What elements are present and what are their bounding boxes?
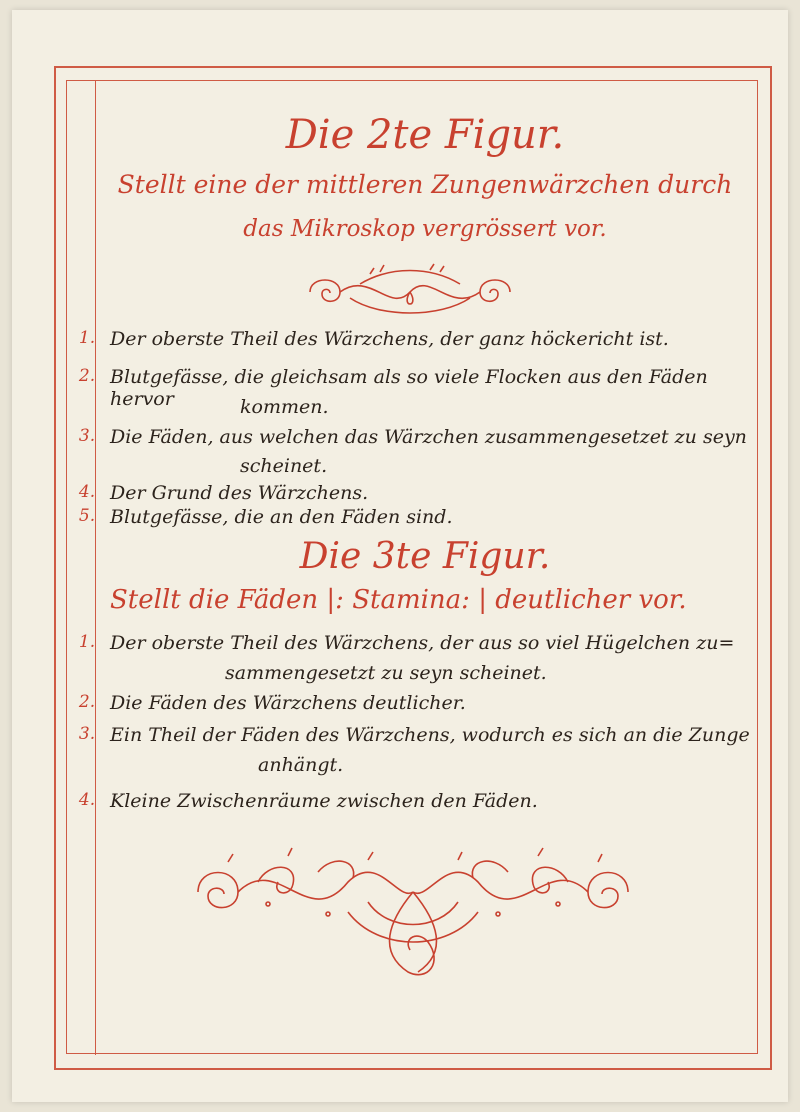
item-text: Blutgefässe, die gleichsam als so viele Flocken aus den Fäden hervor — [110, 366, 708, 410]
item-number: 3. — [78, 724, 96, 744]
item-number: 1. — [78, 328, 96, 348]
item-text: Kleine Zwischenräume zwischen den Fäden. — [110, 790, 538, 812]
item-number: 2. — [78, 692, 96, 712]
flourish-ornament-bottom — [168, 842, 658, 992]
item-text: Blutgefässe, die an den Fäden sind. — [110, 506, 453, 528]
item-number: 2. — [78, 366, 96, 386]
item-number: 4. — [78, 482, 96, 502]
item-number: 3. — [78, 426, 96, 446]
item-number: 4. — [78, 790, 96, 810]
section2-item-3-continuation: anhängt. — [258, 754, 344, 776]
item-text: Die Fäden, aus welchen das Wärzchen zusammengesetzet zu seyn — [110, 426, 747, 448]
section1-item-2-continuation: kommen. — [240, 396, 329, 418]
item-text: Der Grund des Wärzchens. — [110, 482, 369, 504]
section1-title: Die 2te Figur. — [285, 112, 565, 158]
item-text: Die Fäden des Wärzchens deutlicher. — [110, 692, 466, 714]
section1-item-3-continuation: scheinet. — [240, 455, 328, 477]
flourish-ornament-top — [300, 262, 520, 324]
item-text: Der oberste Theil des Wärzchens, der aus so viel Hügelchen zu= — [110, 632, 735, 654]
section2-item-1-continuation: sammengesetzt zu seyn scheinet. — [225, 662, 547, 684]
section1-subtitle-line1: Stellt eine der mittleren Zungenwärzchen durch — [117, 170, 733, 199]
section1-subtitle-line2: das Mikroskop vergrössert vor. — [243, 216, 607, 242]
section2-title: Die 3te Figur. — [299, 536, 551, 577]
item-text: Der oberste Theil des Wärzchens, der ganz höckericht ist. — [110, 328, 669, 350]
margin-rule — [95, 80, 96, 1055]
item-number: 5. — [78, 506, 96, 526]
section2-subtitle: Stellt die Fäden |: Stamina: | deutlicher vor. — [110, 585, 687, 615]
item-number: 1. — [78, 632, 96, 652]
item-text: Ein Theil der Fäden des Wärzchens, wodurch es sich an die Zunge — [110, 724, 750, 746]
